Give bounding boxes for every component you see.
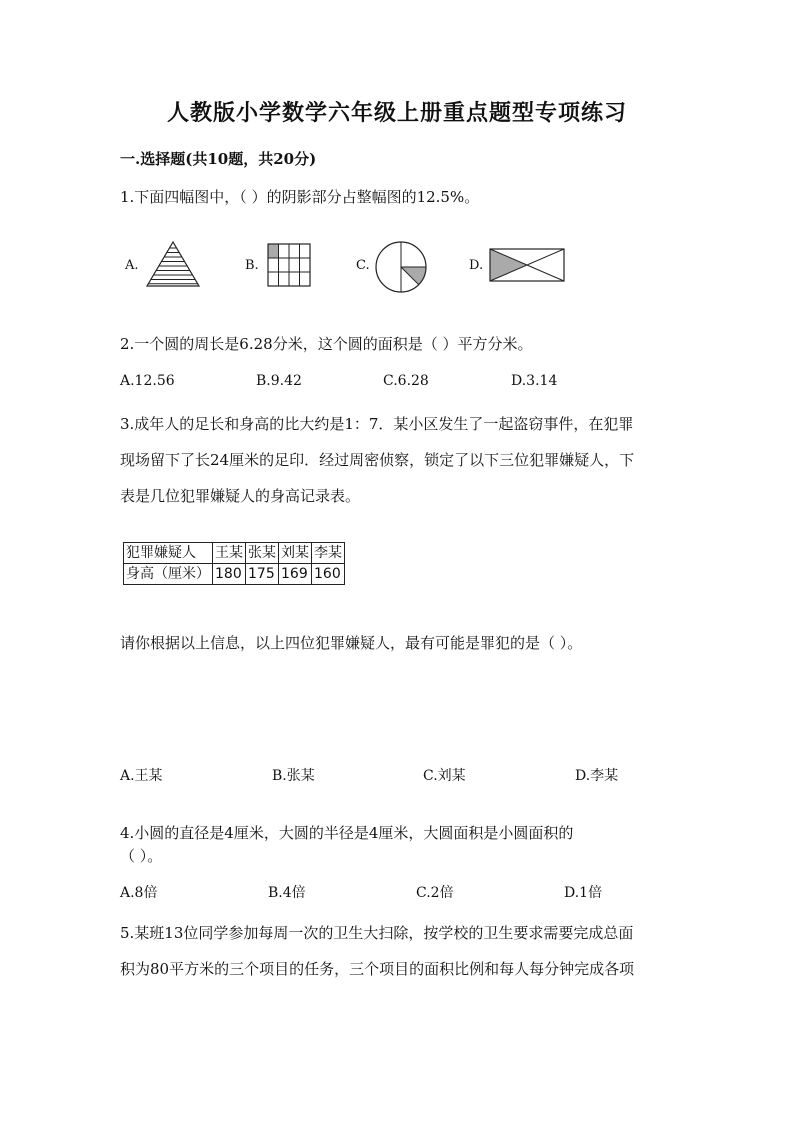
- q2-option-c: C.6.28: [383, 373, 429, 389]
- table-cell: 169: [279, 564, 312, 585]
- table-cell: 犯罪嫌疑人: [124, 543, 213, 564]
- q2-text: 2.一个圆的周长是6.28分米，这个圆的面积是（ ）平方分米。: [120, 335, 533, 353]
- q1-label-b: B.: [245, 258, 259, 273]
- table-cell: 身高（厘米）: [124, 564, 213, 585]
- table-cell: 180: [213, 564, 246, 585]
- table-cell: 张某: [246, 543, 279, 564]
- q2-option-d: D.3.14: [511, 373, 558, 389]
- table-cell: 王某: [213, 543, 246, 564]
- table-cell: 李某: [312, 543, 345, 564]
- q3-line-3: 表是几位犯罪嫌疑人的身高记录表。: [120, 487, 361, 505]
- q1-label-c: C.: [356, 258, 370, 273]
- q1-text: 1.下面四幅图中，（ ）的阴影部分占整幅图的12.5%。: [120, 188, 480, 206]
- q3-option-b: B.张某: [272, 768, 315, 784]
- page-title: 人教版小学数学六年级上册重点题型专项练习: [166, 100, 627, 126]
- q2-option-b: B.9.42: [256, 373, 302, 389]
- q1-figure-a-triangle: [145, 240, 201, 288]
- suspect-height-table: [123, 542, 345, 585]
- q1-label-a: A.: [125, 258, 139, 273]
- table-row: [124, 543, 345, 564]
- q3-question: 请你根据以上信息，以上四位犯罪嫌疑人，最有可能是罪犯的是（ ）。: [120, 634, 583, 652]
- q4-option-a: A.8倍: [120, 885, 158, 901]
- table-row: [124, 564, 345, 585]
- section-heading: 一.选择题(共10题，共20分): [120, 150, 317, 168]
- table-cell: 175: [246, 564, 279, 585]
- q3-line-2: 现场留下了长24厘米的足印．经过周密侦察，锁定了以下三位犯罪嫌疑人，下: [120, 451, 635, 469]
- table-cell: 160: [312, 564, 345, 585]
- q4-line-1: 4.小圆的直径是4厘米，大圆的半径是4厘米，大圆面积是小圆面积的: [120, 824, 574, 842]
- q1-figure-c-circle: [374, 240, 428, 294]
- q1-figure-d-rectangle: [489, 248, 565, 282]
- q4-option-b: B.4倍: [268, 885, 306, 901]
- q2-option-a: A.12.56: [120, 373, 175, 389]
- q4-line-2: （ ）。: [120, 847, 163, 865]
- q3-line-1: 3.成年人的足长和身高的比大约是1：7．某小区发生了一起盗窃事件，在犯罪: [120, 415, 634, 433]
- q1-label-d: D.: [469, 258, 484, 273]
- table-cell: 刘某: [279, 543, 312, 564]
- q5-line-1: 5.某班13位同学参加每周一次的卫生大扫除，按学校的卫生要求需要完成总面: [120, 924, 634, 942]
- q3-option-c: C.刘某: [423, 768, 466, 784]
- q1-figure-b-grid: [267, 243, 311, 287]
- q4-option-d: D.1倍: [564, 885, 603, 901]
- q5-line-2: 积为80平方米的三个项目的任务，三个项目的面积比例和每人每分钟完成各项: [120, 960, 635, 978]
- q3-option-d: D.李某: [575, 768, 619, 784]
- q4-option-c: C.2倍: [416, 885, 454, 901]
- q3-option-a: A.王某: [120, 768, 163, 784]
